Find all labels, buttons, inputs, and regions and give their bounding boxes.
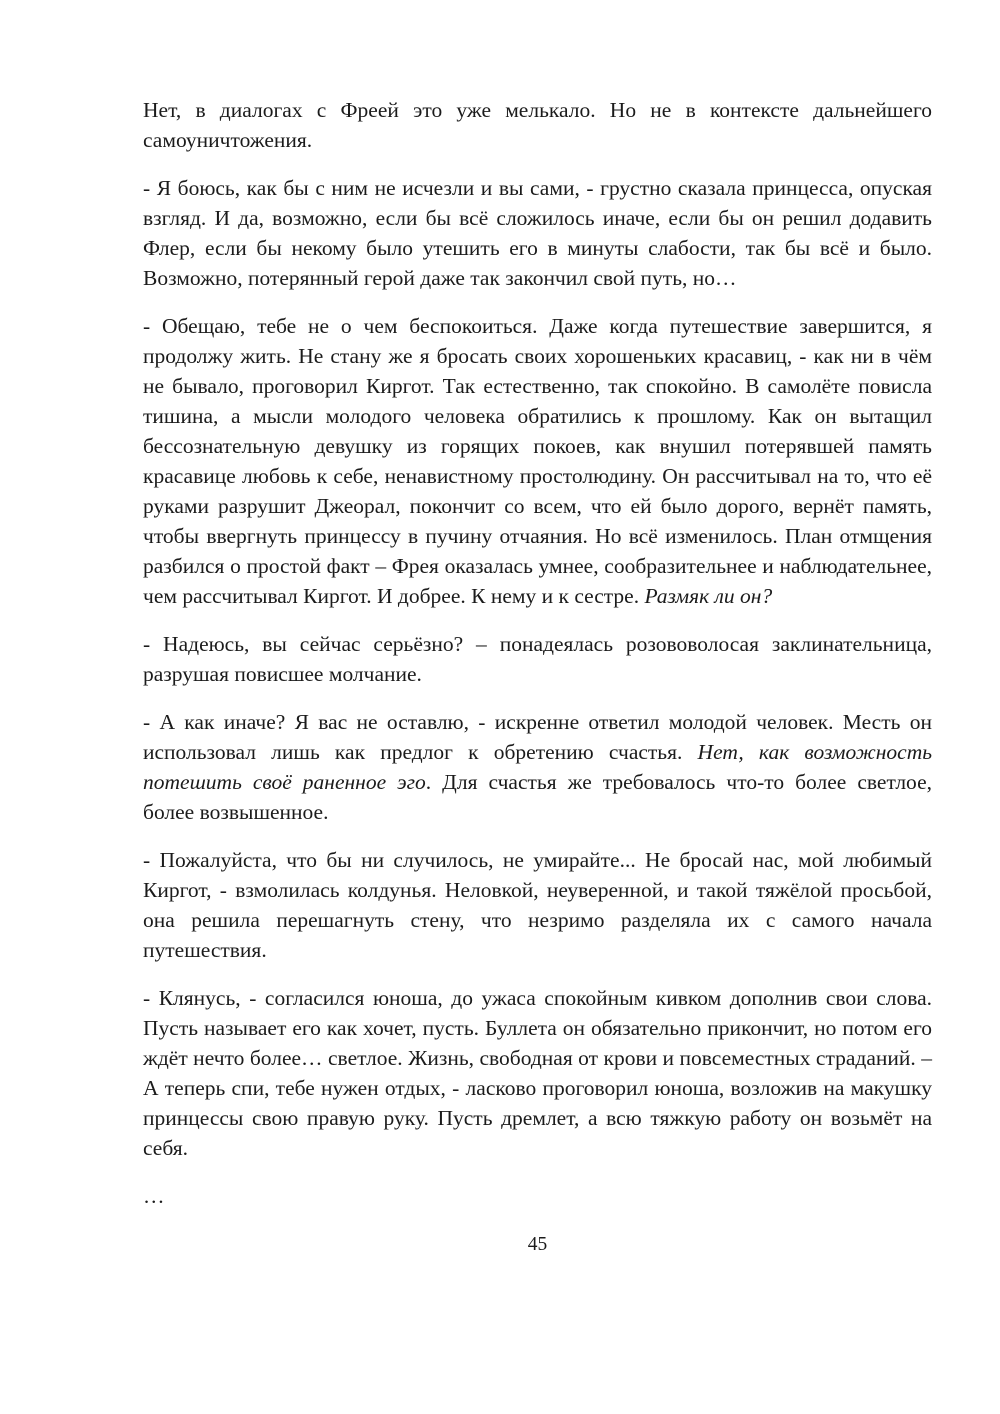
paragraph	[143, 173, 932, 293]
text-run: - А как иначе? Я вас не оставлю, - искренне ответил молодой человек. Месть он использовал лишь как предлог к обретению счастья.	[143, 710, 932, 764]
text-run: Нет, в диалогах с Фреей это уже мелькало. Но не в контексте дальнейшего самоуничтожения.	[143, 98, 932, 152]
text-run: Нет, как возможность потешить своё раненное эго	[143, 740, 933, 794]
text-run: - Клянусь, - согласился юноша, до ужаса спокойным кивком дополнив свои слова. Пусть называет его как хочет, пусть. Буллета он обязательно прикончит, но потом его ждёт нечто более… светлое. Жизнь, свободная от крови и повсеместных страданий. – А теперь спи, тебе нужен отдых, - ласково проговорил юноша, возложив на макушку принцессы свою правую руку. Пусть дремлет, а всю тяжкую работу он возьмёт на себя.	[143, 986, 932, 1160]
paragraph	[143, 707, 932, 827]
paragraph	[143, 1181, 932, 1211]
text-run: - Обещаю, тебе не о чем беспокоиться. Даже когда путешествие завершится, я продолжу жить. Не стану же я бросать своих хорошеньких красавиц, - как ни в чём не бывало, проговорил Киргот. Так естественно, так спокойно. В самолёте повисла тишина, а мысли молодого человека обратились к прошлому. Как он вытащил бессознательную девушку из горящих покоев, как внушил потерявшей память красавице любовь к себе, ненавистному простолюдину. Он рассчитывал на то, что её руками разрушит Джеорал, покончит со всем, что ей было дорого, вернёт память, чтобы ввергнуть принцессу в пучину отчаяния. Но всё изменилось. План отмщения разбился о простой факт – Фрея оказалась умнее, сообразительнее и наблюдательнее, чем рассчитывал Киргот. И добрее. К нему и к сестре.	[143, 314, 932, 608]
text-run: …	[143, 1184, 165, 1208]
text-run: - Пожалуйста, что бы ни случилось, не умирайте... Не бросай нас, мой любимый Киргот, - взмолилась колдунья. Неловкой, неуверенной, и такой тяжёлой просьбой, она решила перешагнуть стену, что незримо разделяла их с самого начала путешествия.	[143, 848, 932, 962]
paragraph	[143, 629, 932, 689]
paragraph	[143, 983, 932, 1163]
paragraph	[143, 95, 932, 155]
text-run: . Для счастья же требовалось что-то более светлое, более возвышенное.	[143, 770, 932, 824]
text-block	[143, 95, 932, 1211]
page-number: 45	[527, 1234, 548, 1255]
paragraph	[143, 845, 932, 965]
text-run: - Я боюсь, как бы с ним не исчезли и вы сами, - грустно сказала принцесса, опуская взгляд. И да, возможно, если бы всё сложилось иначе, если бы он решил додавить Флер, если бы некому было утешить его в минуты слабости, так бы всё и было. Возможно, потерянный герой даже так закончил свой путь, но…	[143, 176, 932, 290]
text-run: Размяк ли он?	[644, 584, 773, 608]
text-run: - Надеюсь, вы сейчас серьёзно? – понадеялась розововолосая заклинательница, разрушая повисшее молчание.	[143, 632, 932, 686]
paragraph	[143, 311, 932, 611]
